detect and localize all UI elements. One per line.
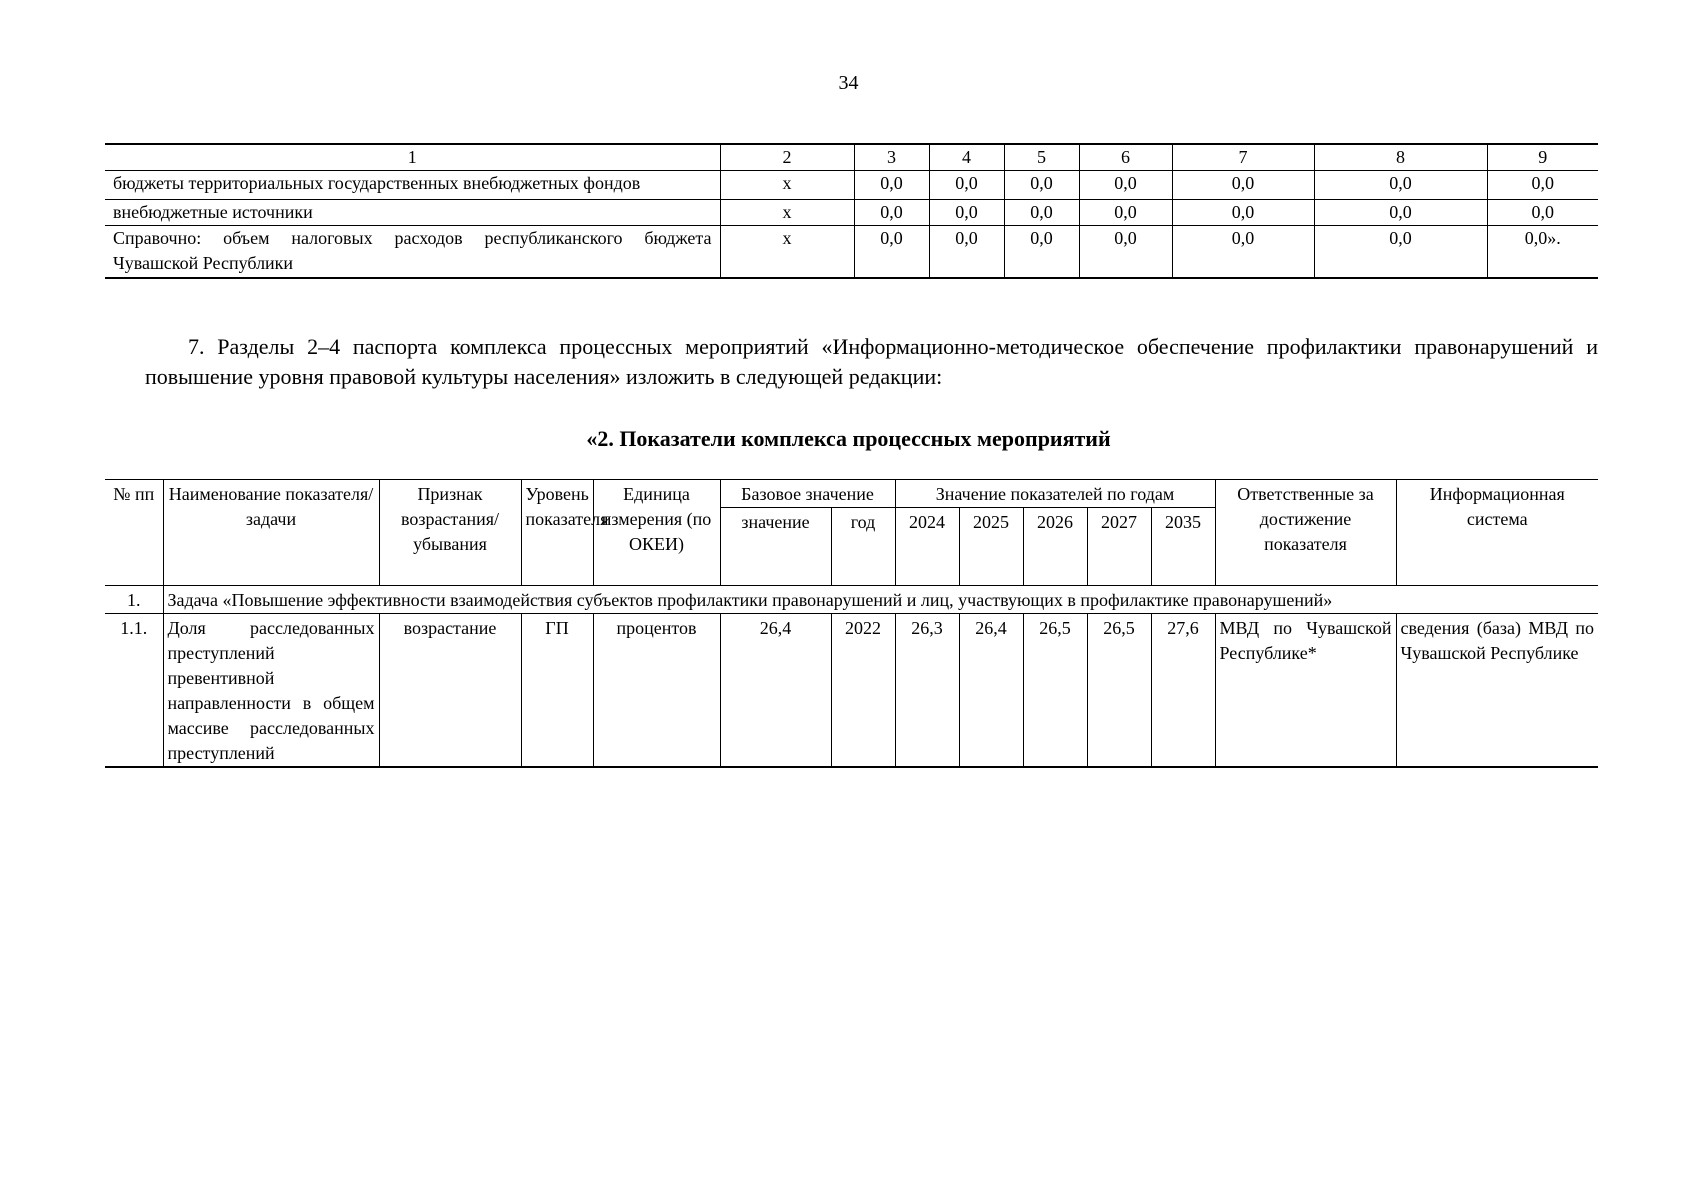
cell-value: 0,0 [929,226,1004,279]
indicator-value: 26,5 [1023,614,1087,768]
row-label: Справочно: объем налоговых расходов республиканского бюджета Чувашской Республики [105,226,720,279]
cell-value: 0,0 [1079,226,1172,279]
col-header: 4 [929,144,1004,171]
section-title: «2. Показатели комплекса процессных мероприятий [586,426,1111,451]
indicator-sign: возрастание [379,614,521,768]
header-num: № пп [105,480,163,586]
table-row [105,226,1598,279]
indicator-value: 26,3 [895,614,959,768]
indicator-value: 26,4 [959,614,1023,768]
col-header: 7 [1172,144,1314,171]
indicator-base-year: 2022 [831,614,895,768]
header-unit: Единица измерения (по ОКЕИ) [593,480,720,586]
cell-value: 0,0». [1487,226,1598,279]
header-sign: Признак возрастания/убывания [379,480,521,586]
col-header: 8 [1314,144,1487,171]
cell-value: 0,0 [1487,200,1598,226]
indicator-base-value: 26,4 [720,614,831,768]
table-row [105,171,1598,200]
col-header: 2 [720,144,854,171]
cell-value: 0,0 [1004,171,1079,200]
indicator-row [105,614,1598,768]
indicator-num: 1.1. [105,614,163,768]
indicator-value: 27,6 [1151,614,1215,768]
header-base: Базовое значение [720,480,895,508]
cell-value: 0,0 [1004,200,1079,226]
indicator-info-system: сведения (база) МВД по Чувашской Республике [1396,614,1598,768]
col-header: 5 [1004,144,1079,171]
header-info-system: Информационная система [1396,480,1598,586]
cell-value: 0,0 [854,226,929,279]
cell-value: 0,0 [854,200,929,226]
indicator-level: ГП [521,614,593,768]
indicator-value: 26,5 [1087,614,1151,768]
header-level: Уровень показателя [521,480,593,586]
header-base-year: год [831,508,895,586]
budget-table [105,143,1598,279]
task-row [105,586,1598,614]
page-number: 34 [838,72,859,94]
cell-value: x [720,226,854,279]
header-year: 2025 [959,508,1023,586]
header-year: 2024 [895,508,959,586]
indicator-responsible: МВД по Чувашской Республике* [1215,614,1396,768]
header-year: 2027 [1087,508,1151,586]
col-header: 1 [105,144,720,171]
cell-value: 0,0 [1314,200,1487,226]
header-year: 2026 [1023,508,1087,586]
table-row [105,200,1598,226]
cell-value: x [720,200,854,226]
cell-value: 0,0 [1172,226,1314,279]
indicators-header-row-1 [105,480,1598,508]
cell-value: 0,0 [1079,171,1172,200]
budget-table-header-row [105,144,1598,171]
amendment-paragraph: 7. Разделы 2–4 паспорта комплекса процессных мероприятий «Информационно-методическое обеспечение профилактики правонарушений и повышение уровня правовой культуры населения» изложить в следующей редакции: [145,334,1598,389]
col-header: 3 [854,144,929,171]
row-label: внебюджетные источники [105,200,720,226]
header-by-years: Значение показателей по годам [895,480,1215,508]
header-name: Наименование показателя/задачи [163,480,379,586]
cell-value: 0,0 [854,171,929,200]
header-year: 2035 [1151,508,1215,586]
cell-value: 0,0 [1314,226,1487,279]
header-responsible: Ответственные за достижение показателя [1215,480,1396,586]
cell-value: x [720,171,854,200]
cell-value: 0,0 [1172,200,1314,226]
indicator-name: Доля расследованных преступлений превентивной направленности в общем массиве расследованных преступлений [163,614,379,768]
header-base-value: значение [720,508,831,586]
cell-value: 0,0 [1487,171,1598,200]
task-text: Задача «Повышение эффективности взаимодействия субъектов профилактики правонарушений и лиц, участвующих в профилактике правонарушений» [163,586,1598,614]
col-header: 6 [1079,144,1172,171]
cell-value: 0,0 [1004,226,1079,279]
task-num: 1. [105,586,163,614]
row-label: бюджеты территориальных государственных внебюджетных фондов [105,171,720,200]
cell-value: 0,0 [929,171,1004,200]
cell-value: 0,0 [1079,200,1172,226]
indicators-table [105,479,1598,768]
cell-value: 0,0 [1172,171,1314,200]
indicator-unit: процентов [593,614,720,768]
cell-value: 0,0 [929,200,1004,226]
col-header: 9 [1487,144,1598,171]
cell-value: 0,0 [1314,171,1487,200]
